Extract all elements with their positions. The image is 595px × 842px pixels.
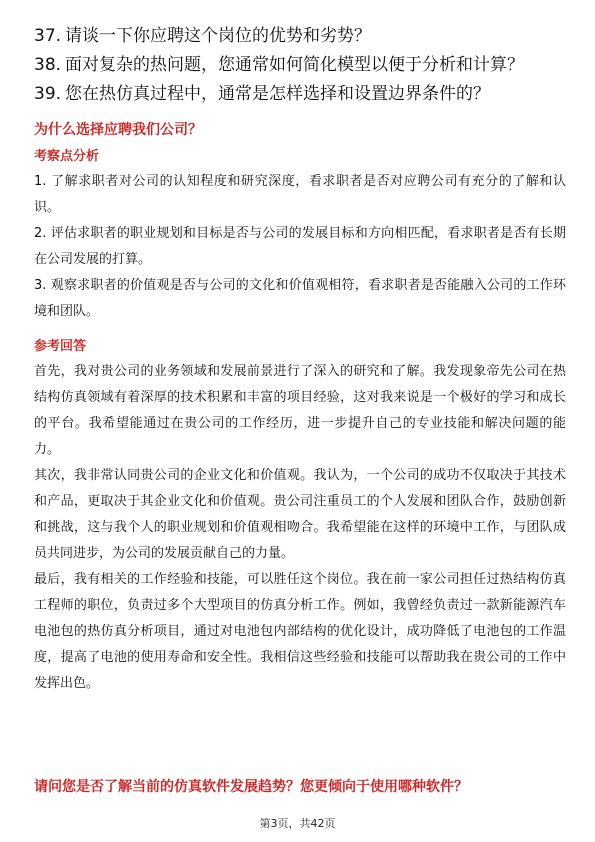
answer-paragraph: 最后，我有相关的工作经验和技能，可以胜任这个岗位。我在前一家公司担任过热结构仿真工程师的职位，负责过多个大型项目的仿真分析工作。例如，我曾经负责过一款新能源汽车电池包的热仿真分析项目，通过对电池包内部结构的优化设计，成功降低了电池包的工作温度，提高了电池的使用寿命和安全性。我相信这些经验和技能可以帮助我在贵公司的工作中发挥出色。 xyxy=(34,572,566,691)
question-text: 面对复杂的热问题，您通常如何简化模型以便于分析和计算？ xyxy=(65,55,524,75)
question-text: 请谈一下你应聘这个岗位的优势和劣势？ xyxy=(65,26,371,46)
next-question-title: 请问您是否了解当前的仿真软件发展趋势？您更倾向于使用哪种软件？ xyxy=(34,779,468,795)
question-number: 37. xyxy=(34,26,62,46)
question-item xyxy=(34,22,574,51)
question-item xyxy=(34,51,574,80)
question-list xyxy=(34,22,574,109)
question-text: 您在热仿真过程中，通常是怎样选择和设置边界条件的？ xyxy=(65,84,490,104)
page-number: 第3页，共42页 xyxy=(259,817,336,830)
answer-heading: 参考回答 xyxy=(34,339,87,354)
analysis-point: 1. 了解求职者对公司的认知程度和研究深度，看求职者是否对应聘公司有充分的了解和认识。 xyxy=(34,174,566,215)
analysis-point: 2. 评估求职者的职业规划和目标是否与公司的发展目标和方向相匹配，看求职者是否有长期在公司发展的打算。 xyxy=(34,226,566,267)
question-item xyxy=(34,80,574,109)
answer-paragraph: 首先，我对贵公司的业务领域和发展前景进行了深入的研究和了解。我发现象帝先公司在热结构仿真领域有着深厚的技术积累和丰富的项目经验，这对我来说是一个极好的学习和成长的平台。我希望能通过在贵公司的工作经历，进一步提升自己的专业技能和解决问题的能力。 xyxy=(34,364,566,457)
question-number: 39. xyxy=(34,84,62,104)
analysis-point: 3. 观察求职者的价值观是否与公司的文化和价值观相符，看求职者是否能融入公司的工作环境和团队。 xyxy=(34,278,566,319)
answer-section xyxy=(34,119,566,697)
answer-paragraph: 其次，我非常认同贵公司的企业文化和价值观。我认为，一个公司的成功不仅取决于其技术和产品，更取决于其企业文化和价值观。贵公司注重员工的个人发展和团队合作，鼓励创新和挑战，这与我个人的职业规划和价值观相吻合。我希望能在这样的环境中工作，与团队成员共同进步，为公司的发展贡献自己的力量。 xyxy=(34,468,566,561)
analysis-heading: 考察点分析 xyxy=(34,149,100,164)
section-title: 为什么选择应聘我们公司？ xyxy=(34,122,202,138)
question-number: 38. xyxy=(34,55,62,75)
